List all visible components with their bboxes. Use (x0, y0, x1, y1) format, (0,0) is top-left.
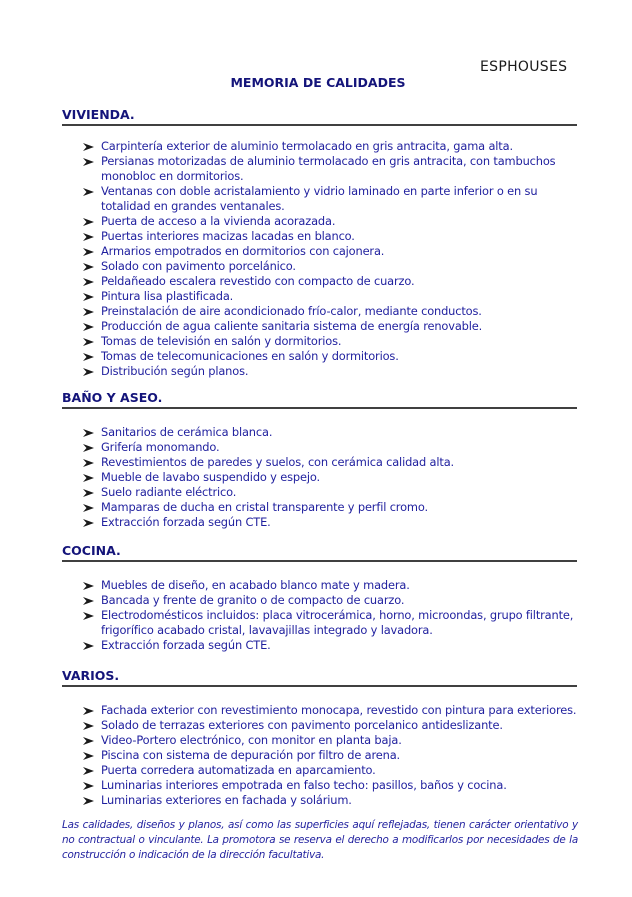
list-item-text: Mueble de lavabo suspendido y espejo. (101, 470, 320, 484)
arrow-right-icon (83, 425, 95, 440)
list-item (62, 763, 577, 778)
list-item-text: Fachada exterior con revestimiento monocapa, revestido con pintura para exteriores. (101, 703, 577, 717)
list-item-text: Tomas de televisión en salón y dormitorios. (101, 334, 342, 348)
list-item-text: Piscina con sistema de depuración por filtro de arena. (101, 748, 401, 762)
document-title: MEMORIA DE CALIDADES (230, 75, 406, 90)
arrow-right-icon (83, 485, 95, 500)
faint-logo-mark (480, 0, 520, 25)
section-heading: VARIOS. (62, 668, 577, 687)
brand-name: ESPHOUSES (480, 59, 568, 75)
arrow-right-icon (83, 259, 95, 274)
list-item-text: Grifería monomando. (101, 440, 220, 454)
list-item (62, 440, 577, 455)
section-varios (62, 668, 577, 808)
list-item-text: Electrodomésticos incluidos: placa vitrocerámica, horno, microondas, grupo filtrante, frigorífico acabado cristal, lavavajillas integrado y lavadora. (101, 608, 574, 637)
section-heading: COCINA. (62, 543, 577, 562)
list-item (62, 364, 577, 379)
list-item (62, 154, 577, 184)
list-item-text: Extracción forzada según CTE. (101, 515, 271, 529)
list-item (62, 349, 577, 364)
list-item-text: Peldañeado escalera revestido con compacto de cuarzo. (101, 274, 415, 288)
list-item-text: Luminarias interiores empotrada en falso techo: pasillos, baños y cocina. (101, 778, 507, 792)
list-item (62, 500, 577, 515)
list-item (62, 703, 577, 718)
list-item-text: Carpintería exterior de aluminio termolacado en gris antracita, gama alta. (101, 139, 513, 153)
list-item-text: Luminarias exteriores en fachada y solárium. (101, 793, 352, 807)
arrow-right-icon (83, 154, 95, 169)
arrow-right-icon (83, 349, 95, 364)
list-item-text: Muebles de diseño, en acabado blanco mate y madera. (101, 578, 410, 592)
list-item-text: Tomas de telecomunicaciones en salón y dormitorios. (101, 349, 399, 363)
arrow-right-icon (83, 440, 95, 455)
list-item (62, 319, 577, 334)
arrow-right-icon (83, 608, 95, 623)
arrow-right-icon (83, 214, 95, 229)
list-item-text: Producción de agua caliente sanitaria sistema de energía renovable. (101, 319, 483, 333)
list-item (62, 139, 577, 154)
list-item (62, 608, 577, 638)
arrow-right-icon (83, 748, 95, 763)
list-item-text: Ventanas con doble acristalamiento y vidrio laminado en parte inferior o en su totalidad en grandes ventanales. (101, 184, 538, 213)
arrow-right-icon (83, 793, 95, 808)
list-item-text: Puertas interiores macizas lacadas en blanco. (101, 229, 355, 243)
list-item (62, 334, 577, 349)
list-item (62, 425, 577, 440)
list-item (62, 578, 577, 593)
list-item (62, 244, 577, 259)
list-item-text: Solado con pavimento porcelánico. (101, 259, 296, 273)
list-item (62, 214, 577, 229)
arrow-right-icon (83, 470, 95, 485)
arrow-right-icon (83, 718, 95, 733)
list-item-text: Extracción forzada según CTE. (101, 638, 271, 652)
arrow-right-icon (83, 334, 95, 349)
list-item-text: Suelo radiante eléctrico. (101, 485, 237, 499)
disclaimer-note: Las calidades, diseños y planos, así como las superficies aquí reflejadas, tienen carácter orientativo y no contractual o vinculante. La promotora se reserva el derecho a modificarlos por necesidades de la construcción o indicación de la dirección facultativa. (62, 819, 578, 861)
arrow-right-icon (83, 763, 95, 778)
list-item-text: Revestimientos de paredes y suelos, con cerámica calidad alta. (101, 455, 455, 469)
arrow-right-icon (83, 304, 95, 319)
list-item-text: Pintura lisa plastificada. (101, 289, 234, 303)
arrow-right-icon (83, 703, 95, 718)
list-item (62, 515, 577, 530)
list-item (62, 718, 577, 733)
list-item (62, 304, 577, 319)
arrow-right-icon (83, 229, 95, 244)
list-item (62, 638, 577, 653)
arrow-right-icon (83, 455, 95, 470)
item-list (62, 703, 577, 808)
list-item-text: Preinstalación de aire acondicionado frío-calor, mediante conductos. (101, 304, 482, 318)
arrow-right-icon (83, 364, 95, 379)
arrow-right-icon (83, 319, 95, 334)
list-item (62, 470, 577, 485)
arrow-right-icon (83, 184, 95, 199)
section-vivienda (62, 107, 577, 379)
list-item-text: Sanitarios de cerámica blanca. (101, 425, 273, 439)
list-item (62, 778, 577, 793)
list-item-text: Puerta de acceso a la vivienda acorazada. (101, 214, 336, 228)
arrow-right-icon (83, 515, 95, 530)
list-item-text: Solado de terrazas exteriores con pavimento porcelanico antideslizante. (101, 718, 503, 732)
list-item (62, 593, 577, 608)
arrow-right-icon (83, 578, 95, 593)
arrow-right-icon (83, 139, 95, 154)
list-item (62, 748, 577, 763)
list-item (62, 274, 577, 289)
list-item (62, 259, 577, 274)
item-list (62, 139, 577, 379)
list-item-text: Puerta corredera automatizada en aparcamiento. (101, 763, 376, 777)
arrow-right-icon (83, 638, 95, 653)
list-item-text: Video-Portero electrónico, con monitor en planta baja. (101, 733, 402, 747)
list-item-text: Armarios empotrados en dormitorios con cajonera. (101, 244, 385, 258)
list-item-text: Distribución según planos. (101, 364, 249, 378)
section-bano-aseo (62, 390, 577, 530)
list-item (62, 455, 577, 470)
section-heading: BAÑO Y ASEO. (62, 390, 577, 409)
list-item (62, 289, 577, 304)
list-item-text: Persianas motorizadas de aluminio termolacado en gris antracita, con tambuchos monobloc en dormitorios. (101, 154, 556, 183)
arrow-right-icon (83, 733, 95, 748)
list-item (62, 793, 577, 808)
list-item (62, 184, 577, 214)
arrow-right-icon (83, 500, 95, 515)
list-item (62, 733, 577, 748)
section-cocina (62, 543, 577, 653)
arrow-right-icon (83, 274, 95, 289)
arrow-right-icon (83, 289, 95, 304)
item-list (62, 425, 577, 530)
list-item-text: Bancada y frente de granito o de compacto de cuarzo. (101, 593, 405, 607)
section-heading: VIVIENDA. (62, 107, 577, 126)
arrow-right-icon (83, 244, 95, 259)
arrow-right-icon (83, 778, 95, 793)
list-item-text: Mamparas de ducha en cristal transparente y perfil cromo. (101, 500, 428, 514)
item-list (62, 578, 577, 653)
list-item (62, 229, 577, 244)
list-item (62, 485, 577, 500)
arrow-right-icon (83, 593, 95, 608)
